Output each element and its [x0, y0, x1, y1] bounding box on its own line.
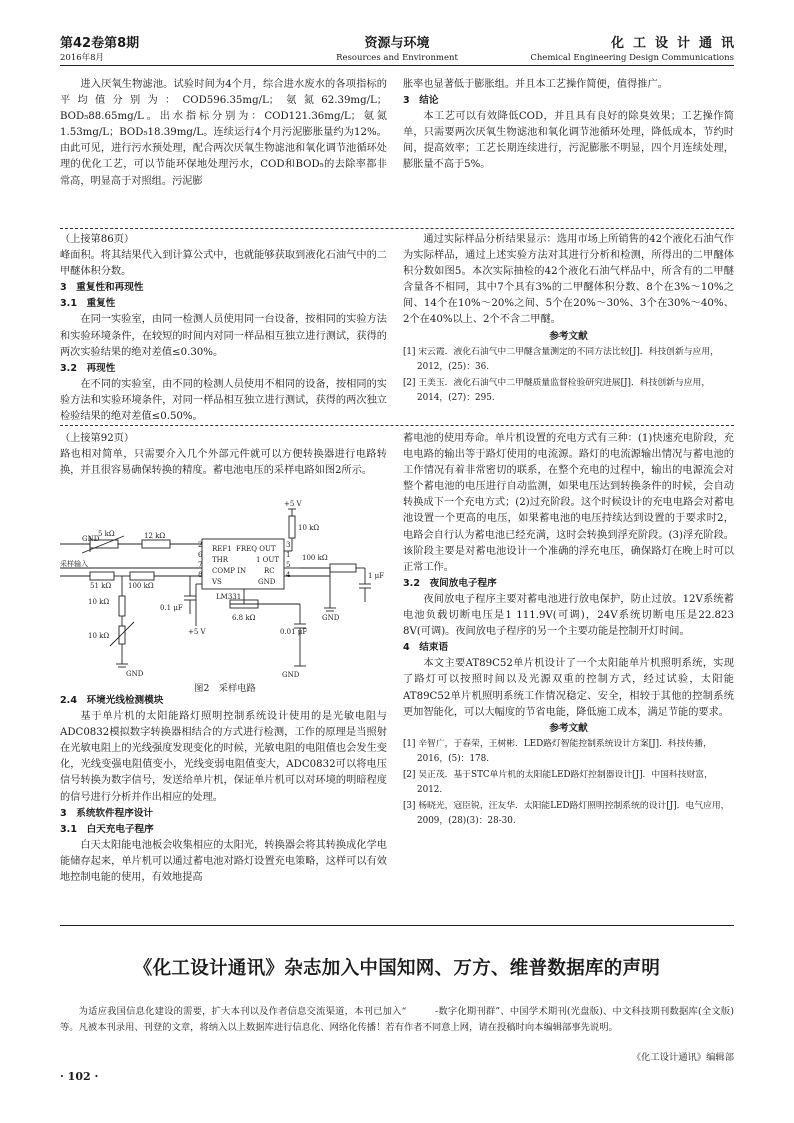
pin1-label: REF1 — [212, 545, 232, 553]
continued-note: （上接第92页） — [60, 433, 135, 444]
continued-note: （上接第86页） — [60, 234, 135, 245]
section3-left-bottom — [60, 693, 387, 886]
heading-3-1: 3.1 白天充电子程序 — [60, 823, 154, 835]
reference-item: [1] 宋云霞．液化石油气中二甲醚含量测定的不同方法比较[J]．科技创新与应用，2012，(25)：36. — [403, 346, 719, 373]
heading-3-2: 3.2 夜间放电子程序 — [403, 577, 497, 589]
notice-signature: 《化工设计通讯》编辑部 — [631, 1052, 734, 1063]
resistor-100k-a — [130, 572, 154, 580]
section-name-en: Resources and Environment — [336, 53, 458, 63]
paragraph-3-1: 在同一实验室，由同一检测人员使用同一台设备，按相同的实验方法和实验环境条件，在较短的时间内对同一样品相互独立进行测试，获得的两次实验结果的绝对差值≤0.30%。 — [60, 314, 387, 358]
reference-item: [3] 杨晓光，寇臣锐，汪友华．太阳能LED路灯照明控制系统的设计[J]．电气应用，2009，(28)(3)：28-30. — [403, 800, 730, 827]
page-number: · 102 · — [60, 1070, 99, 1083]
pin1b-label: FREQ OUT — [236, 545, 276, 553]
journal-name-en: Chemical Engineering Design Communications — [530, 53, 734, 63]
resistor-10k-b — [119, 596, 125, 616]
section2-right-column — [403, 232, 734, 407]
figure-caption: 图2 采样电路 — [194, 683, 256, 694]
section2-right-text: 通过实际样品分析结果显示：选用市场上所销售的42个液化石油气作为实际样品，通过上述实验方法对其进行分析和检测，所得出的二甲醚体积分数如图5。本次实际抽检的42个液化石油气样品中，所含有的二甲醚含量各不相同，其中7个具有3%的二甲醚体积分数、8个在3%～10%之间、14个在10%～20%之间、5个在20%～30%、3个在30%～40%、2个在40%以上、2个不含二甲醚。 — [403, 234, 734, 326]
chip-label: LM331 — [216, 593, 242, 601]
r-top-label: 10 kΩ — [298, 524, 320, 532]
section2-left-column — [60, 232, 387, 425]
separator-3 — [60, 925, 734, 926]
running-header — [60, 36, 743, 66]
pin3b-label: RC — [264, 567, 275, 575]
r-100k-b-label: 100 kΩ — [302, 554, 328, 562]
paragraph-4: 本文主要AT89C52单片机设计了一个太阳能单片机照明系统，实现了路灯可以按照时间以及光源双重的控制方式，经过试验，太阳能AT89C52单片机照明系统工作情况稳定、安全，相较于其他的控制系统更加智能化，可以大幅度的节省电能，降低施工成本，满足节能的要求。 — [403, 658, 734, 718]
journal-name-cn: 化工设计通讯 — [610, 36, 743, 51]
heading-2-4: 2.4 环境光线检测模块 — [60, 695, 164, 706]
section3-right-text: 蓄电池的使用寿命。单片机设置的充电方式有三种：(1)快速充电阶段，充电电路的输出等于路灯使用的电流源。路灯的电流源输出情况与蓄电池的工作情况有着非常密切的联系，在整个充电的过程中，输出的电源流会对整个蓄电池的电压进行自动监测，如果电压达到转换条件的时候，会自动转换成下一个充电方式；(2)过充阶段。这个时候设计的充电电路会对蓄电池设置一个更高的电压，如果蓄电池的电压持续达到设置的于要求时2，电路会自行认为蓄电池已经充满，这时会转换到浮充阶段。(3)浮充阶段。该阶段主要是对蓄电池设计一个准确的浮充电压，确保路灯在晚上时可以正常工作。 — [403, 433, 734, 573]
pin-number: 6 — [198, 551, 203, 559]
gnd-label: GND — [82, 535, 100, 543]
pin-number: 7 — [198, 561, 203, 569]
gnd3-label: GND — [126, 670, 144, 678]
r-51k-label: 51 kΩ — [90, 582, 112, 590]
reference-item: [1] 辛智广，于春荣，王树彬．LED路灯智能控制系统设计方案[J]．科技传播，2016，(5)：178. — [403, 738, 712, 765]
section3-left-intro: 路也相对简单，只需要介入几个外部元件就可以方便转换器进行电路转换，并且很容易确保转换的精度。蓄电池电压的采样电路如图2所示。 — [60, 449, 387, 477]
section3-right-column — [403, 431, 734, 830]
vcc-label: +5 V — [284, 500, 302, 508]
conclusion-text: 本工艺可以有效降低COD，并且具有良好的除臭效果；工艺操作简单，只需要两次厌氧生物滤池和氧化调节池循环处理，降低成本，节约时间，提高效率；工艺长期连续进行，污泥膨胀不明显，四个月连续处理，膨胀量不高于5%。 — [403, 111, 734, 171]
section2-left-intro: 峰面积。将其结果代入到计算公式中，也就能够获取到液化石油气中的二甲醚体积分数。 — [60, 250, 387, 278]
paragraph-3-2: 夜间放电子程序主要对蓄电池进行放电保护，防止过放。12V系统蓄电池负载切断电压是1 111.9V(可调)，24V系统切断电压是22.823 8V(可调)。夜间放电子程序的另一个主要功能是控制开灯时间。 — [403, 593, 734, 638]
separator-1 — [60, 228, 734, 229]
gnd4-label: GND — [282, 671, 300, 679]
r-100k-a-label: 100 kΩ — [128, 582, 154, 590]
c-1-label: 1 μF — [368, 572, 385, 580]
paragraph-2-4: 基于单片机的太阳能路灯照明控制系统设计使用的是光敏电阻与ADC0832模拟数字转换器相结合的方式进行检测，工作的原理是当照射在光敏电阻上的光线强度发现变化的时候，光敏电阻的电阻值也会发生变化，光线变强电阻值变小，光线变弱电阻值变大，ADC0832可以将电压信号转换为数字信号，发送给单片机，保证单片机可以对环境的明暗程度的信号进行分析并作出相应的处理。 — [60, 711, 387, 803]
section-name-cn: 资源与环境 — [364, 36, 430, 51]
notice-body — [60, 1004, 734, 1036]
heading-3-2: 3.2 再现性 — [60, 362, 116, 374]
conclusion-heading: 3 结论 — [403, 95, 439, 107]
pin-number: 4 — [286, 571, 291, 579]
pin-number: 2 — [198, 541, 203, 549]
resistor-51k — [90, 572, 114, 580]
references-title: 参考文献 — [549, 330, 588, 342]
section1-right-text: 胀率也显著低于膨胀组。并且本工艺操作简便，值得推广。 — [403, 79, 668, 90]
reference-item: [2] 王美玉．液化石油气中二甲醚质量监督检验研究进展[J]．科技创新与应用，2014，(27)：295. — [403, 377, 711, 404]
reference-item: [2] 吴正茂．基于STC单片机的太阳能LED路灯控制器设计[J]．中国科技财富，2012. — [403, 769, 713, 796]
sampling-circuit-figure — [60, 496, 390, 696]
r-68k-label: 6.8 kΩ — [232, 614, 256, 622]
gnd2-label: GND — [322, 614, 340, 622]
resistor-100k-b — [330, 564, 356, 572]
r-10k-pot-label: 10 kΩ — [88, 632, 110, 640]
c-001-label: 0.01 μF — [280, 628, 308, 636]
pin4b-label: GND — [258, 578, 276, 586]
c-01-label: 0.1 μF — [160, 604, 183, 612]
pin2b-label: 1 OUT — [256, 556, 279, 564]
pin-number: 3 — [286, 541, 291, 549]
volume-issue: 第42卷第8期 — [60, 36, 140, 51]
pin2-label: THR — [212, 556, 229, 564]
heading-software-design: 3 系统软件程序设计 — [60, 807, 154, 819]
section1-left-text: 进入厌氧生物滤池。试验时间为4个月，综合进水废水的各项指标的平均值分别为：COD596.35mg/L；氨氮62.39mg/L；BOD₅88.65mg/L。出水指标分别为：COD121.36mg/L；氨氮1.53mg/L；BOD₅18.39mg/L。连续运行4个月污泥膨胀量约为12%。由此可见，进行污水预处理，配合两次厌氧生物滤池和氧化调节池循环处理的优化工艺，可以节能环保地处理污水，COD和BOD₅的去除率都非常高，明显高于对照组。污泥膨 — [60, 79, 387, 187]
references-title: 参考文献 — [549, 722, 588, 734]
r-10k-b-label: 10 kΩ — [88, 598, 110, 606]
issue-date: 2016年8月 — [60, 53, 105, 63]
pin3-label: COMP IN — [212, 567, 247, 575]
circuit-labels — [60, 500, 384, 679]
heading-3-1: 3.1 重复性 — [60, 298, 116, 310]
r-12k-label: 12 kΩ — [144, 532, 166, 540]
resistor-top — [289, 516, 295, 538]
section1-right-column — [403, 77, 734, 174]
notice-text: 为适应我国信息化建设的需要，扩大本刊以及作者信息交流渠道，本刊已加入“ -数字化期刊群”、中国学术期刊(光盘版)、中文科技期刊数据库(全文版)等。凡被本刊录用、刊登的文章，将纳入以上数据库进行信息化、网络化传播！若有作者不同意上网，请在投稿时向本编辑部事先说明。 — [60, 1006, 734, 1033]
pin-number: 8 — [198, 571, 203, 579]
separator-2 — [60, 425, 734, 426]
paragraph-3-1: 白天太阳能电池板会收集相应的太阳光，转换器会将其转换成化学电能储存起来，单片机可以通过蓄电池对路灯设置充电策略，这样可以有效地控制电能的使用，有效地提高 — [60, 839, 387, 884]
sample-input-label: 采样输入 — [60, 560, 88, 568]
potentiometer-10k — [119, 626, 125, 644]
pin-number: 5 — [286, 561, 291, 569]
section1-left-column — [60, 77, 387, 190]
paragraph-3-2: 在不同的实验室，由不同的检测人员使用不相同的设备，按相同的实验方法和实验环境条件，对同一样品相互独立进行测试，获得的两次独立检验结果的绝对差值≤0.50%。 — [60, 378, 387, 423]
circuit-diagram — [60, 496, 390, 681]
r-5k-label: 5 kΩ — [98, 530, 115, 538]
pin-number: 1 — [286, 551, 291, 559]
notice-title: 《化工设计通讯》杂志加入中国知网、万方、维普数据库的声明 — [133, 958, 661, 979]
header-right — [530, 36, 743, 64]
heading-repeatability: 3 重复性和再现性 — [60, 282, 144, 294]
resistor-12k — [142, 540, 170, 548]
section3-left-top — [60, 431, 387, 479]
pin4-label: VS — [212, 578, 222, 586]
heading-4: 4 结束语 — [403, 642, 449, 654]
vcc2-label: +5 V — [188, 628, 206, 636]
